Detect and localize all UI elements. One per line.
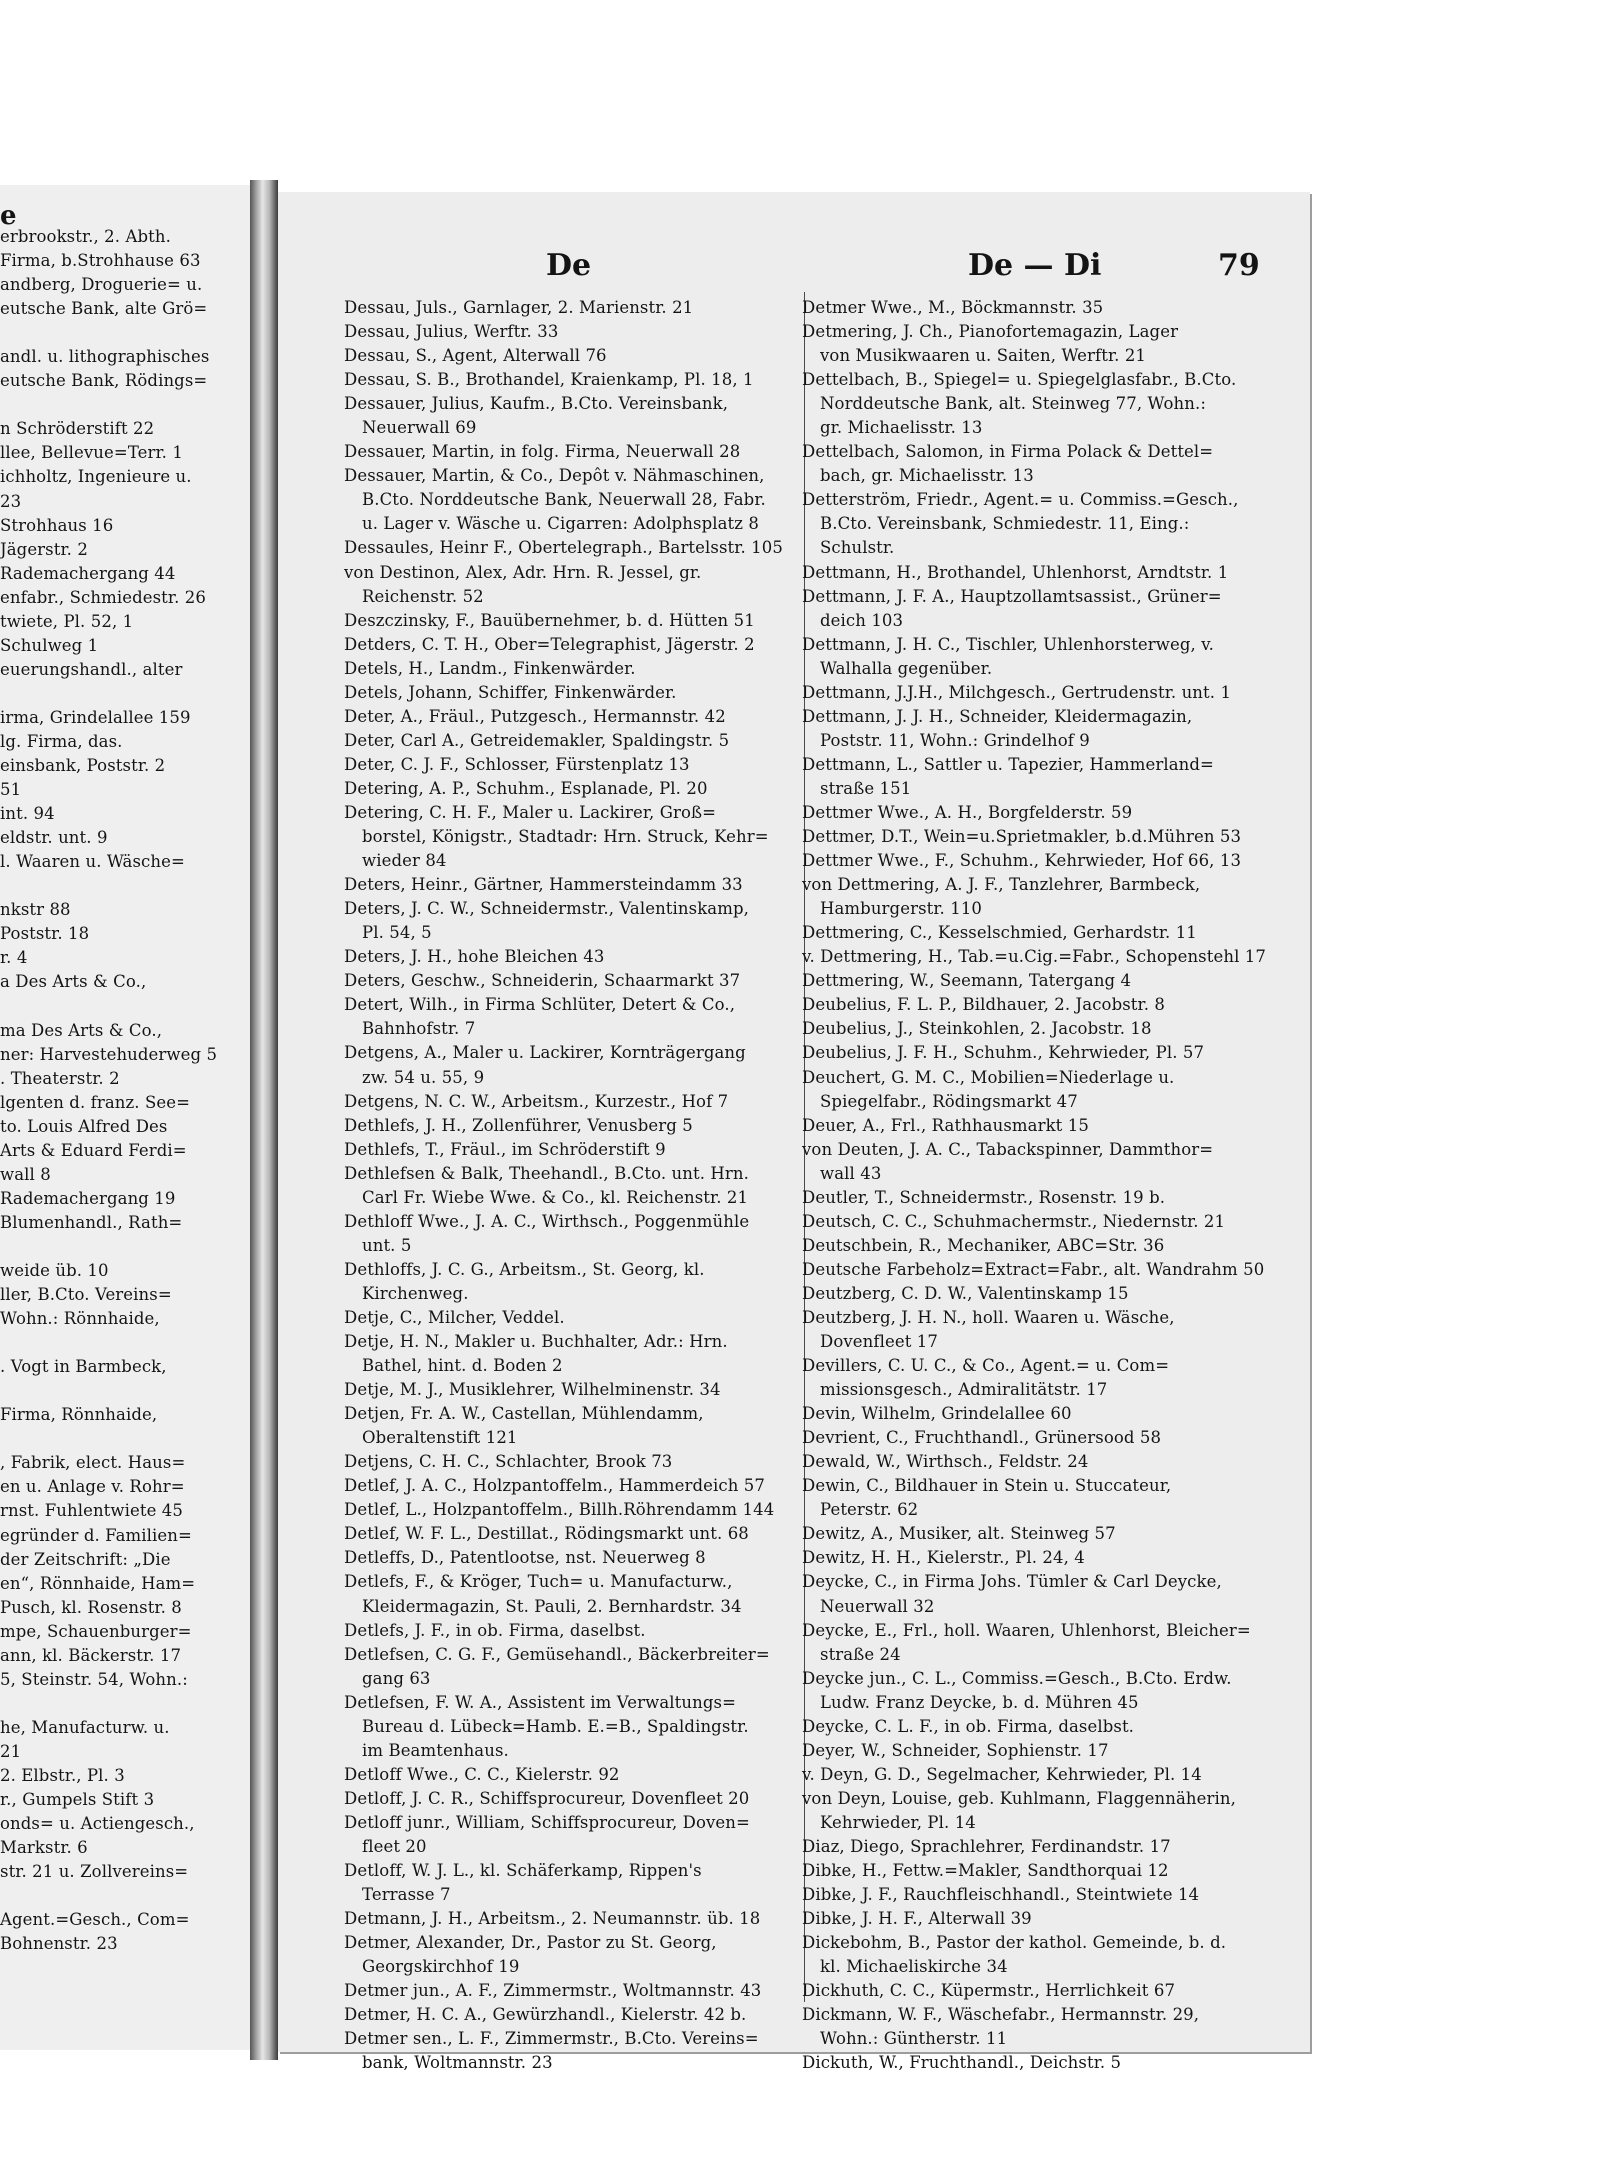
directory-column-right: [802, 296, 1282, 2075]
entry-continuation-line: im Beamtenhaus.: [362, 1740, 509, 1760]
fragment-line: ma Des Arts & Co.,: [0, 1020, 163, 1040]
directory-entry: Dettmering, C., Kesselschmied, Gerhardstr. 11: [802, 923, 1197, 943]
entry-continuation-line: bach, gr. Michaelisstr. 13: [820, 466, 1034, 486]
entry-continuation-line: Norddeutsche Bank, alt. Steinweg 77, Wohn.:: [820, 394, 1206, 414]
entry-continuation-line: straße 151: [820, 778, 912, 798]
directory-entry: Detlef, J. A. C., Holzpantoffelm., Hammerdeich 57: [344, 1476, 765, 1496]
directory-entry: Devin, Wilhelm, Grindelallee 60: [802, 1404, 1072, 1424]
fragment-line: [0, 1379, 246, 1403]
directory-entry: Deszczinsky, F., Bauübernehmer, b. d. Hütten 51: [344, 610, 755, 630]
directory-entry: Dewitz, H. H., Kielerstr., Pl. 24, 4: [802, 1548, 1085, 1568]
fragment-line: ner: Harvestehuderweg 5: [0, 1044, 218, 1064]
directory-entry: von Deuten, J. A. C., Tabackspinner, Dammthor=: [802, 1139, 1214, 1159]
directory-entry: Deters, Geschw., Schneiderin, Schaarmarkt 37: [344, 971, 741, 991]
directory-entry: Dettmann, J. F. A., Hauptzollamtsassist., Grüner=: [802, 586, 1222, 606]
directory-entry: Detlefsen, F. W. A., Assistent im Verwaltungs=: [344, 1692, 736, 1712]
directory-entry: Dettelbach, Salomon, in Firma Polack & Dettel=: [802, 442, 1214, 462]
directory-entry: Dibke, J. F., Rauchfleischhandl., Steintwiete 14: [802, 1885, 1200, 1905]
directory-entry: Dethloffs, J. C. G., Arbeitsm., St. Georg, kl.: [344, 1259, 705, 1279]
fragment-line: a Des Arts & Co.,: [0, 972, 147, 992]
entry-continuation-line: Wohn.: Güntherstr. 11: [820, 2029, 1008, 2049]
entry-continuation-line: Spiegelfabr., Rödingsmarkt 47: [820, 1091, 1078, 1111]
entry-continuation-line: Dovenfleet 17: [820, 1332, 938, 1352]
entry-continuation-line: Hamburgerstr. 110: [820, 899, 983, 919]
fragment-line: twiete, Pl. 52, 1: [0, 611, 134, 631]
entry-continuation-line: bank, Woltmannstr. 23: [362, 2053, 553, 2073]
right-running-header: De — Di: [968, 248, 1102, 283]
fragment-line: [0, 321, 246, 345]
entry-continuation-line: kl. Michaeliskirche 34: [820, 1957, 1008, 1977]
fragment-line: ann, kl. Bäckerstr. 17: [0, 1645, 182, 1665]
directory-entry: Detels, H., Landm., Finkenwärder.: [344, 658, 636, 678]
fragment-line: Jägerstr. 2: [0, 539, 88, 559]
directory-entry: Dethlefs, T., Fräul., im Schröderstift 9: [344, 1139, 666, 1159]
fragment-line: Firma, Rönnhaide,: [0, 1405, 158, 1425]
entry-continuation-line: Schulstr.: [820, 538, 895, 558]
fragment-line: str. 21 u. Zollvereins=: [0, 1862, 189, 1882]
directory-entry: Detlef, L., Holzpantoffelm., Billh.Röhrendamm 144: [344, 1500, 775, 1520]
fragment-line: egründer d. Familien=: [0, 1525, 192, 1545]
left-page-lines: [0, 225, 246, 1956]
entry-continuation-line: Terrasse 7: [362, 1885, 451, 1905]
entry-continuation-line: u. Lager v. Wäsche u. Cigarren: Adolphsplatz 8: [362, 514, 760, 534]
directory-entry: Detloff Wwe., C. C., Kielerstr. 92: [344, 1764, 620, 1784]
fragment-line: to. Louis Alfred Des: [0, 1116, 168, 1136]
entry-continuation-line: gr. Michaelisstr. 13: [820, 418, 983, 438]
fragment-line: Pusch, kl. Rosenstr. 8: [0, 1597, 182, 1617]
fragment-line: en“, Rönnhaide, Ham=: [0, 1573, 196, 1593]
directory-entry: Deutzberg, C. D. W., Valentinskamp 15: [802, 1283, 1129, 1303]
fragment-line: Firma, b.Strohhause 63: [0, 251, 201, 271]
directory-entry: Dibke, H., Fettw.=Makler, Sandthorquai 12: [802, 1861, 1169, 1881]
fragment-line: lgenten d. franz. See=: [0, 1092, 191, 1112]
fragment-line: Bohnenstr. 23: [0, 1934, 118, 1954]
fragment-line: [0, 393, 246, 417]
entry-continuation-line: Poststr. 11, Wohn.: Grindelhof 9: [820, 730, 1090, 750]
fragment-line: der Zeitschrift: „Die: [0, 1549, 171, 1569]
entry-continuation-line: gang 63: [362, 1668, 431, 1688]
directory-entry: Deyer, W., Schneider, Sophienstr. 17: [802, 1740, 1109, 1760]
fragment-line: andberg, Droguerie= u.: [0, 275, 203, 295]
directory-entry: Deters, Heinr., Gärtner, Hammersteindamm 33: [344, 875, 743, 895]
directory-entry: Dickmann, W. F., Wäschefabr., Hermannstr. 29,: [802, 2005, 1200, 2025]
fragment-line: . Vogt in Barmbeck,: [0, 1357, 167, 1377]
directory-entry: Detje, M. J., Musiklehrer, Wilhelminenstr. 34: [344, 1380, 721, 1400]
directory-entry: Deter, Carl A., Getreidemakler, Spaldingstr. 5: [344, 730, 730, 750]
directory-entry: Detloff, J. C. R., Schiffsprocureur, Dovenfleet 20: [344, 1788, 750, 1808]
directory-entry: Detloff, W. J. L., kl. Schäferkamp, Rippen's: [344, 1861, 702, 1881]
directory-entry: Dettmann, J. H. C., Tischler, Uhlenhorsterweg, v.: [802, 634, 1215, 654]
entry-continuation-line: B.Cto. Vereinsbank, Schmiedestr. 11, Eing.:: [820, 514, 1190, 534]
directory-entry: Detlef, W. F. L., Destillat., Rödingsmarkt unt. 68: [344, 1524, 749, 1544]
entry-continuation-line: Kleidermagazin, St. Pauli, 2. Bernhardstr. 34: [362, 1596, 742, 1616]
entry-continuation-line: Walhalla gegenüber.: [820, 658, 993, 678]
directory-entry: Deubelius, F. L. P., Bildhauer, 2. Jacobstr. 8: [802, 995, 1165, 1015]
directory-entry: Deutler, T., Schneidermstr., Rosenstr. 19 b.: [802, 1187, 1166, 1207]
directory-entry: Deter, C. J. F., Schlosser, Fürstenplatz 13: [344, 754, 690, 774]
directory-entry: Dessauer, Julius, Kaufm., B.Cto. Vereinsbank,: [344, 394, 729, 414]
directory-entry: Dethlefs, J. H., Zollenführer, Venusberg 5: [344, 1115, 693, 1135]
directory-entry: Detmer jun., A. F., Zimmermstr., Woltmannstr. 43: [344, 1981, 762, 2001]
entry-continuation-line: Kirchenweg.: [362, 1283, 469, 1303]
fragment-line: nkstr 88: [0, 900, 71, 920]
directory-entry: Dettmann, J.J.H., Milchgesch., Gertrudenstr. unt. 1: [802, 682, 1232, 702]
directory-entry: Dettmann, L., Sattler u. Tapezier, Hammerland=: [802, 754, 1214, 774]
directory-entry: Deter, A., Fräul., Putzgesch., Hermannstr. 42: [344, 706, 726, 726]
left-running-header: De: [546, 248, 592, 283]
fragment-line: eutsche Bank, alte Grö=: [0, 299, 208, 319]
fragment-line: Rademachergang 44: [0, 563, 176, 583]
directory-entry: Dessauer, Martin, & Co., Depôt v. Nähmaschinen,: [344, 466, 765, 486]
directory-entry: Devrient, C., Fruchthandl., Grünersood 58: [802, 1428, 1162, 1448]
fragment-line: 21: [0, 1741, 22, 1761]
fragment-line: Agent.=Gesch., Com=: [0, 1910, 190, 1930]
fragment-line: int. 94: [0, 804, 55, 824]
directory-entry: Dewin, C., Bildhauer in Stein u. Stuccateur,: [802, 1476, 1172, 1496]
directory-entry: Detlefs, F., & Kröger, Tuch= u. Manufacturw.,: [344, 1572, 733, 1592]
directory-entry: Dethloff Wwe., J. A. C., Wirthsch., Poggenmühle: [344, 1211, 750, 1231]
directory-entry: Diaz, Diego, Sprachlehrer, Ferdinandstr. 17: [802, 1837, 1171, 1856]
entry-continuation-line: zw. 54 u. 55, 9: [362, 1067, 485, 1087]
fragment-line: [0, 1235, 246, 1259]
directory-entry: Detleffs, D., Patentlootse, nst. Neuerweg 8: [344, 1548, 706, 1568]
fragment-line: ller, B.Cto. Vereins=: [0, 1285, 172, 1305]
directory-column-left: [344, 296, 800, 2075]
directory-entry: Deycke, C. L. F., in ob. Firma, daselbst.: [802, 1716, 1135, 1736]
fragment-line: euerungshandl., alter: [0, 659, 183, 679]
fragment-line: r. 4: [0, 948, 28, 968]
entry-continuation-line: Ludw. Franz Deycke, b. d. Mühren 45: [820, 1692, 1139, 1712]
directory-entry: Dettmering, W., Seemann, Tatergang 4: [802, 971, 1132, 991]
fragment-line: wall 8: [0, 1164, 51, 1184]
directory-entry: Deubelius, J. F. H., Schuhm., Kehrwieder, Pl. 57: [802, 1043, 1205, 1063]
directory-entry: Dessauer, Martin, in folg. Firma, Neuerwall 28: [344, 442, 741, 462]
fragment-line: ichholtz, Ingenieure u.: [0, 467, 192, 487]
entry-continuation-line: Bureau d. Lübeck=Hamb. E.=B., Spaldingstr.: [362, 1716, 749, 1736]
fragment-line: andl. u. lithographisches: [0, 347, 210, 367]
directory-entry: Detterström, Friedr., Agent.= u. Commiss.=Gesch.,: [802, 490, 1239, 510]
directory-entry: Dettmann, J. J. H., Schneider, Kleidermagazin,: [802, 706, 1193, 726]
directory-entry: Dewitz, A., Musiker, alt. Steinweg 57: [802, 1524, 1116, 1544]
directory-entry: Dettelbach, B., Spiegel= u. Spiegelglasfabr., B.Cto.: [802, 370, 1237, 390]
fragment-line: 23: [0, 491, 22, 511]
directory-entry: Dibke, J. H. F., Alterwall 39: [802, 1909, 1032, 1929]
directory-entry: Detering, A. P., Schuhm., Esplanade, Pl. 20: [344, 778, 708, 798]
directory-entry: Deutschbein, R., Mechaniker, ABC=Str. 36: [802, 1235, 1165, 1255]
directory-entry: Detmering, J. Ch., Pianofortemagazin, Lager: [802, 322, 1179, 342]
fragment-line: en u. Anlage v. Rohr=: [0, 1477, 185, 1497]
fragment-line: Schulweg 1: [0, 635, 99, 655]
entry-continuation-line: Kehrwieder, Pl. 14: [820, 1812, 976, 1832]
fragment-line: Rademachergang 19: [0, 1188, 176, 1208]
fragment-line: n Schröderstift 22: [0, 419, 155, 439]
entry-continuation-line: Peterstr. 62: [820, 1500, 919, 1520]
entry-continuation-line: von Musikwaaren u. Saiten, Werftr. 21: [820, 346, 1147, 366]
directory-entry: Detloff junr., William, Schiffsprocureur, Doven=: [344, 1812, 750, 1832]
fragment-line: lg. Firma, das.: [0, 731, 123, 751]
fragment-line: rnst. Fuhlentwiete 45: [0, 1501, 184, 1521]
directory-entry: Deycke, C., in Firma Johs. Tümler & Carl Deycke,: [802, 1572, 1222, 1592]
directory-entry: Dettmer Wwe., A. H., Borgfelderstr. 59: [802, 802, 1133, 822]
directory-entry: v. Deyn, G. D., Segelmacher, Kehrwieder, Pl. 14: [802, 1764, 1202, 1784]
directory-entry: Detgens, N. C. W., Arbeitsm., Kurzestr., Hof 7: [344, 1091, 729, 1111]
directory-entry: Dessaules, Heinr F., Obertelegraph., Bartelsstr. 105: [344, 538, 783, 558]
directory-entry: Dewald, W., Wirthsch., Feldstr. 24: [802, 1452, 1089, 1472]
directory-entry: Detders, C. T. H., Ober=Telegraphist, Jägerstr. 2: [344, 634, 755, 654]
directory-entry: von Dettmering, A. J. F., Tanzlehrer, Barmbeck,: [802, 875, 1201, 895]
fragment-line: einsbank, Poststr. 2: [0, 756, 166, 776]
directory-entry: Dettmann, H., Brothandel, Uhlenhorst, Arndtstr. 1: [802, 562, 1229, 582]
directory-entry: Detmer, H. C. A., Gewürzhandl., Kielerstr. 42 b.: [344, 2005, 747, 2025]
entry-continuation-line: Neuerwall 32: [820, 1596, 935, 1616]
directory-entry: von Destinon, Alex, Adr. Hrn. R. Jessel, gr.: [344, 562, 702, 582]
fragment-line: Blumenhandl., Rath=: [0, 1212, 183, 1232]
left-page-fragment: [0, 185, 251, 2050]
entry-continuation-line: wall 43: [820, 1163, 882, 1183]
fragment-line: onds= u. Actiengesch.,: [0, 1814, 195, 1834]
directory-entry: Dettmer, D.T., Wein=u.Sprietmakler, b.d.Mühren 53: [802, 827, 1242, 847]
entry-continuation-line: missionsgesch., Admiralitätstr. 17: [820, 1380, 1108, 1400]
directory-entry: Dessau, Juls., Garnlager, 2. Marienstr. 21: [344, 298, 694, 317]
fragment-line: eutsche Bank, Rödings=: [0, 371, 208, 391]
directory-entry: Dessau, Julius, Werftr. 33: [344, 322, 559, 342]
directory-page: [278, 192, 1310, 2073]
directory-entry: von Deyn, Louise, geb. Kuhlmann, Flaggennäherin,: [802, 1788, 1236, 1808]
entry-continuation-line: borstel, Königstr., Stadtadr: Hrn. Struck, Kehr=: [362, 827, 769, 847]
entry-continuation-line: deich 103: [820, 610, 904, 630]
fragment-line: [0, 1427, 246, 1451]
directory-entry: Detmer Wwe., M., Böckmannstr. 35: [802, 298, 1104, 317]
fragment-line: 5, Steinstr. 54, Wohn.:: [0, 1669, 188, 1689]
entry-continuation-line: fleet 20: [362, 1837, 427, 1856]
directory-entry: Dessau, S. B., Brothandel, Kraienkamp, Pl. 18, 1: [344, 370, 754, 390]
directory-entry: Deycke, E., Frl., holl. Waaren, Uhlenhorst, Bleicher=: [802, 1620, 1251, 1640]
fragment-line: 2. Elbstr., Pl. 3: [0, 1766, 125, 1785]
entry-continuation-line: B.Cto. Norddeutsche Bank, Neuerwall 28, Fabr.: [362, 490, 766, 510]
directory-entry: Detlefsen, C. G. F., Gemüsehandl., Bäckerbreiter=: [344, 1644, 770, 1664]
fragment-line: eldstr. unt. 9: [0, 828, 108, 848]
fragment-line: weide üb. 10: [0, 1261, 109, 1281]
directory-entry: Dickebohm, B., Pastor der kathol. Gemeinde, b. d.: [802, 1933, 1227, 1953]
directory-entry: Detels, Johann, Schiffer, Finkenwärder.: [344, 682, 677, 702]
entry-continuation-line: Reichenstr. 52: [362, 586, 484, 606]
directory-entry: Deutsch, C. C., Schuhmachermstr., Niedernstr. 21: [802, 1211, 1226, 1231]
fragment-line: Wohn.: Rönnhaide,: [0, 1309, 160, 1329]
directory-entry: Detmer sen., L. F., Zimmermstr., B.Cto. Vereins=: [344, 2029, 759, 2049]
page-number: 79: [1218, 248, 1260, 283]
entry-continuation-line: Oberaltenstift 121: [362, 1428, 518, 1448]
directory-entry: Dettmer Wwe., F., Schuhm., Kehrwieder, Hof 66, 13: [802, 851, 1242, 871]
directory-entry: Detjen, Fr. A. W., Castellan, Mühlendamm,: [344, 1404, 704, 1424]
entry-continuation-line: wieder 84: [362, 851, 447, 871]
fragment-line: l. Waaren u. Wäsche=: [0, 852, 185, 872]
directory-entry: Detlefs, J. F., in ob. Firma, daselbst.: [344, 1620, 646, 1640]
directory-entry: Deubelius, J., Steinkohlen, 2. Jacobstr. 18: [802, 1019, 1152, 1039]
directory-entry: Detering, C. H. F., Maler u. Lackirer, Groß=: [344, 802, 717, 822]
entry-continuation-line: unt. 5: [362, 1235, 412, 1255]
directory-entry: Deters, J. H., hohe Bleichen 43: [344, 947, 605, 967]
directory-entry: Detmer, Alexander, Dr., Pastor zu St. Georg,: [344, 1933, 717, 1953]
fragment-line: Poststr. 18: [0, 924, 90, 944]
directory-entry: Detje, H. N., Makler u. Buchhalter, Adr.: Hrn.: [344, 1332, 728, 1352]
directory-entry: Devillers, C. U. C., & Co., Agent.= u. Com=: [802, 1356, 1170, 1376]
directory-entry: Dessau, S., Agent, Alterwall 76: [344, 346, 607, 366]
directory-entry: Deuchert, G. M. C., Mobilien=Niederlage u.: [802, 1067, 1175, 1087]
directory-entry: Deutsche Farbeholz=Extract=Fabr., alt. Wandrahm 50: [802, 1259, 1265, 1279]
directory-entry: Dickhuth, C. C., Küpermstr., Herrlichkeit 67: [802, 1981, 1176, 2001]
directory-entry: Detert, Wilh., in Firma Schlüter, Detert & Co.,: [344, 995, 736, 1015]
entry-continuation-line: Pl. 54, 5: [362, 923, 432, 943]
directory-entry: Detjens, C. H. C., Schlachter, Brook 73: [344, 1452, 673, 1472]
fragment-line: r., Gumpels Stift 3: [0, 1790, 155, 1810]
fragment-line: Strohhaus 16: [0, 515, 114, 535]
fragment-line: mpe, Schauenburger=: [0, 1621, 192, 1641]
fragment-line: he, Manufacturw. u.: [0, 1717, 170, 1737]
entry-continuation-line: Bahnhofstr. 7: [362, 1019, 476, 1039]
entry-continuation-line: Georgskirchhof 19: [362, 1957, 520, 1977]
directory-entry: Detje, C., Milcher, Veddel.: [344, 1307, 565, 1327]
directory-entry: v. Dettmering, H., Tab.=u.Cig.=Fabr., Schopenstehl 17: [802, 947, 1266, 967]
directory-entry: Dickuth, W., Fruchthandl., Deichstr. 5: [802, 2053, 1122, 2073]
directory-entry: Dethlefsen & Balk, Theehandl., B.Cto. unt. Hrn.: [344, 1163, 749, 1183]
book-spine: [250, 180, 278, 2060]
directory-entry: Detmann, J. H., Arbeitsm., 2. Neumannstr. üb. 18: [344, 1909, 761, 1929]
directory-entry: Deycke jun., C. L., Commiss.=Gesch., B.Cto. Erdw.: [802, 1668, 1232, 1688]
left-page-header-fragment: e: [0, 201, 17, 231]
fragment-line: [0, 682, 246, 706]
fragment-line: llee, Bellevue=Terr. 1: [0, 443, 183, 463]
fragment-line: 51: [0, 780, 22, 800]
entry-continuation-line: Neuerwall 69: [362, 418, 477, 438]
directory-entry: Deutzberg, J. H. N., holl. Waaren u. Wäsche,: [802, 1307, 1175, 1327]
entry-continuation-line: straße 24: [820, 1644, 901, 1664]
fragment-line: [0, 1884, 246, 1908]
fragment-line: , Fabrik, elect. Haus=: [0, 1453, 186, 1473]
fragment-line: Markstr. 6: [0, 1838, 88, 1858]
fragment-line: [0, 1692, 246, 1716]
fragment-line: erbrookstr., 2. Abth.: [0, 227, 171, 246]
fragment-line: Arts & Eduard Ferdi=: [0, 1140, 187, 1160]
fragment-line: enfabr., Schmiedestr. 26: [0, 587, 206, 607]
directory-entry: Deuer, A., Frl., Rathhausmarkt 15: [802, 1115, 1089, 1135]
directory-entry: Deters, J. C. W., Schneidermstr., Valentinskamp,: [344, 899, 749, 919]
fragment-line: . Theaterstr. 2: [0, 1068, 120, 1088]
entry-continuation-line: Bathel, hint. d. Boden 2: [362, 1356, 563, 1376]
directory-entry: Detgens, A., Maler u. Lackirer, Kornträgergang: [344, 1043, 746, 1063]
fragment-line: irma, Grindelallee 159: [0, 707, 191, 727]
fragment-line: [0, 1331, 246, 1355]
fragment-line: [0, 874, 246, 898]
entry-continuation-line: Carl Fr. Wiebe Wwe. & Co., kl. Reichenstr. 21: [362, 1187, 749, 1207]
fragment-line: [0, 995, 246, 1019]
